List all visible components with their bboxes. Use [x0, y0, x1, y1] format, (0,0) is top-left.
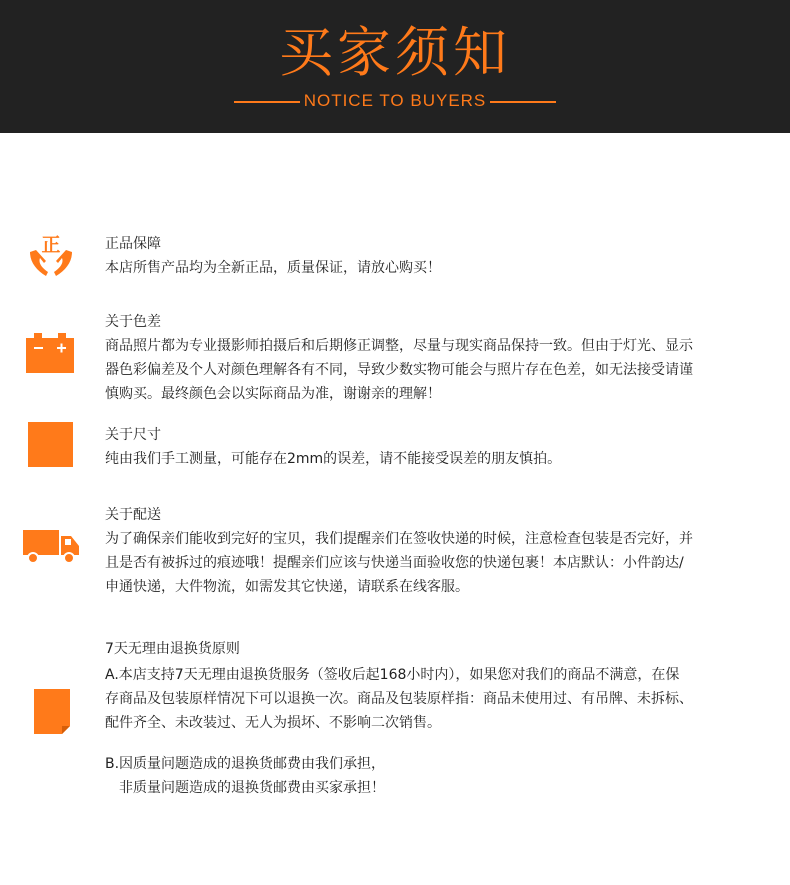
header-banner [0, 0, 790, 133]
subtitle-left-rule [234, 101, 300, 103]
page-subtitle [0, 90, 790, 112]
document-icon [34, 689, 70, 734]
section-title: 关于色差 [105, 314, 161, 330]
genuine-hands-icon [28, 230, 74, 278]
returns-a-line: 存商品及包装原样情况下可以退换一次。商品及包装原样指：商品未使用过、有吊牌、未拆标、 [105, 691, 693, 707]
section-title: 关于尺寸 [105, 427, 161, 443]
section-body-line: 申通快递，大件物流，如需发其它快递，请联系在线客服。 [105, 579, 469, 595]
section-body-line: 为了确保亲们能收到完好的宝贝，我们提醒亲们在签收快递的时候，注意检查包装是否完好，并 [105, 531, 693, 547]
section-body-line: 商品照片都为专业摄影师拍摄后和后期修正调整，尽量与现实商品保持一致。但由于灯光、显示 [105, 338, 693, 354]
subtitle-right-rule [490, 101, 556, 103]
battery-icon [26, 333, 74, 373]
truck-icon [23, 530, 79, 564]
section-delivery [105, 503, 770, 599]
section-body-line: 器色彩偏差及个人对颜色理解各有不同，导致少数实物可能会与照片存在色差，如无法接受请谨 [105, 362, 693, 378]
returns-b-line: B.因质量问题造成的退换货邮费由我们承担， [105, 756, 386, 772]
returns-b-line: 非质量问题造成的退换货邮费由买家承担！ [119, 780, 385, 796]
genuine-badge-text: 正 [41, 234, 61, 256]
square-icon [28, 422, 73, 467]
section-title: 7天无理由退换货原则 [105, 641, 240, 657]
section-body: 本店所售产品均为全新正品，质量保证，请放心购买！ [105, 260, 441, 276]
section-size [105, 423, 770, 471]
section-genuine [105, 232, 770, 280]
returns-a-line: A.本店支持7天无理由退换货服务（签收后起168小时内），如果您对我们的商品不满意，在保 [105, 667, 680, 683]
section-title: 正品保障 [105, 236, 161, 252]
section-body: 纯由我们手工测量，可能存在2mm的误差，请不能接受误差的朋友慎拍。 [105, 451, 562, 467]
section-color [105, 310, 770, 406]
returns-a-line: 配件齐全、未改装过、无人为损坏、不影响二次销售。 [105, 715, 441, 731]
section-body-line: 慎购买。最终颜色会以实际商品为准，谢谢亲的理解！ [105, 386, 441, 402]
page-title: 买家须知 [279, 21, 511, 84]
section-title: 关于配送 [105, 507, 161, 523]
section-returns [105, 637, 770, 800]
subtitle-text: NOTICE TO BUYERS [303, 91, 487, 110]
section-body-line: 且是否有被拆过的痕迹哦！提醒亲们应该与快递当面验收您的快递包裹！本店默认：小件韵达/ [105, 555, 684, 571]
